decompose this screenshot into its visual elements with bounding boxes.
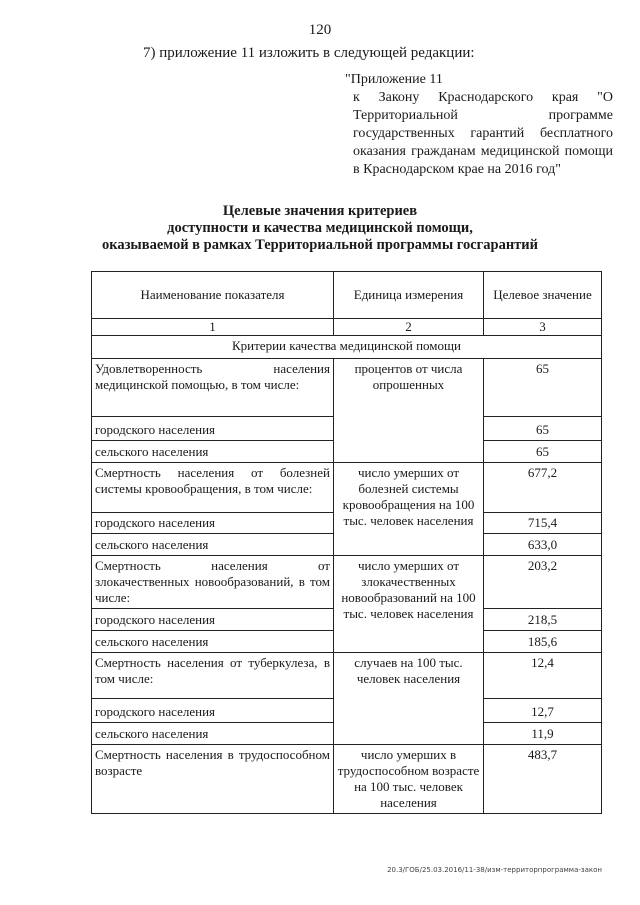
indicator-unit: число умерших от злокачественных новообразований на 100 тыс. человек населения [334, 556, 484, 653]
header-unit: Единица измерения [334, 272, 484, 319]
appendix-heading: "Приложение 11 [345, 72, 443, 87]
title-line-2: доступности и качества медицинской помощи, [167, 220, 473, 236]
sub-indicator-name: сельского населения [92, 723, 334, 745]
sub-indicator-name: городского населения [92, 513, 334, 534]
intro-line: 7) приложение 11 изложить в следующей редакции: [143, 45, 475, 61]
sub-indicator-value: 12,7 [484, 699, 602, 723]
indicator-value: 483,7 [484, 745, 602, 814]
section-title: Критерии качества медицинской помощи [92, 336, 602, 359]
indicator-row [92, 653, 602, 699]
indicator-name: Удовлетворенность населения медицинской помощью, в том числе: [92, 359, 334, 417]
header-target-value: Целевое значение [484, 272, 602, 319]
indicator-unit: число умерших от болезней системы кровообращения на 100 тыс. человек населения [334, 463, 484, 556]
document-title [0, 203, 640, 254]
indicator-row [92, 745, 602, 814]
sub-indicator-value: 65 [484, 441, 602, 463]
indicator-row [92, 463, 602, 513]
indicator-name: Смертность населения в трудоспособном возрасте [92, 745, 334, 814]
column-number-row [92, 319, 602, 336]
sub-indicator-name: сельского населения [92, 441, 334, 463]
indicator-name: Смертность населения от злокачественных новообразований, в том числе: [92, 556, 334, 609]
sub-indicator-name: сельского населения [92, 631, 334, 653]
sub-indicator-value: 65 [484, 417, 602, 441]
appendix-text: к Закону Краснодарского края "О Территориальной программе государственных гарантий бесплатного оказания гражданам медицинской помощи в Краснодарском крае на 2016 год" [353, 90, 613, 177]
indicator-unit: число умерших в трудоспособном возрасте на 100 тыс. человек населения [334, 745, 484, 814]
section-row [92, 336, 602, 359]
indicator-row [92, 556, 602, 609]
appendix-reference [345, 71, 613, 179]
header-row [92, 272, 602, 319]
sub-indicator-value: 185,6 [484, 631, 602, 653]
sub-indicator-name: городского населения [92, 609, 334, 631]
indicator-name: Смертность населения от туберкулеза, в том числе: [92, 653, 334, 699]
column-number: 1 [92, 319, 334, 336]
sub-indicator-name: городского населения [92, 417, 334, 441]
title-line-1: Целевые значения критериев [222, 203, 418, 219]
sub-indicator-name: сельского населения [92, 534, 334, 556]
indicator-unit: случаев на 100 тыс. человек населения [334, 653, 484, 745]
indicator-value: 203,2 [484, 556, 602, 609]
header-indicator-name: Наименование показателя [92, 272, 334, 319]
sub-indicator-name: городского населения [92, 699, 334, 723]
sub-indicator-value: 715,4 [484, 513, 602, 534]
column-number: 3 [484, 319, 602, 336]
indicator-value: 677,2 [484, 463, 602, 513]
sub-indicator-value: 218,5 [484, 609, 602, 631]
column-number: 2 [334, 319, 484, 336]
indicator-name: Смертность населения от болезней системы кровообращения, в том числе: [92, 463, 334, 513]
criteria-table [91, 271, 602, 814]
indicator-value: 65 [484, 359, 602, 417]
sub-indicator-value: 633,0 [484, 534, 602, 556]
page-number: 120 [308, 22, 332, 38]
footer-code: 20.3/ГОБ/25.03.2016/11-38/изм-территорпрограмма-закон [387, 866, 602, 874]
indicator-row [92, 359, 602, 417]
indicator-unit: процентов от числа опрошенных [334, 359, 484, 463]
indicator-value: 12,4 [484, 653, 602, 699]
title-line-3: оказываемой в рамках Территориальной программы госгарантий [101, 237, 539, 253]
sub-indicator-value: 11,9 [484, 723, 602, 745]
